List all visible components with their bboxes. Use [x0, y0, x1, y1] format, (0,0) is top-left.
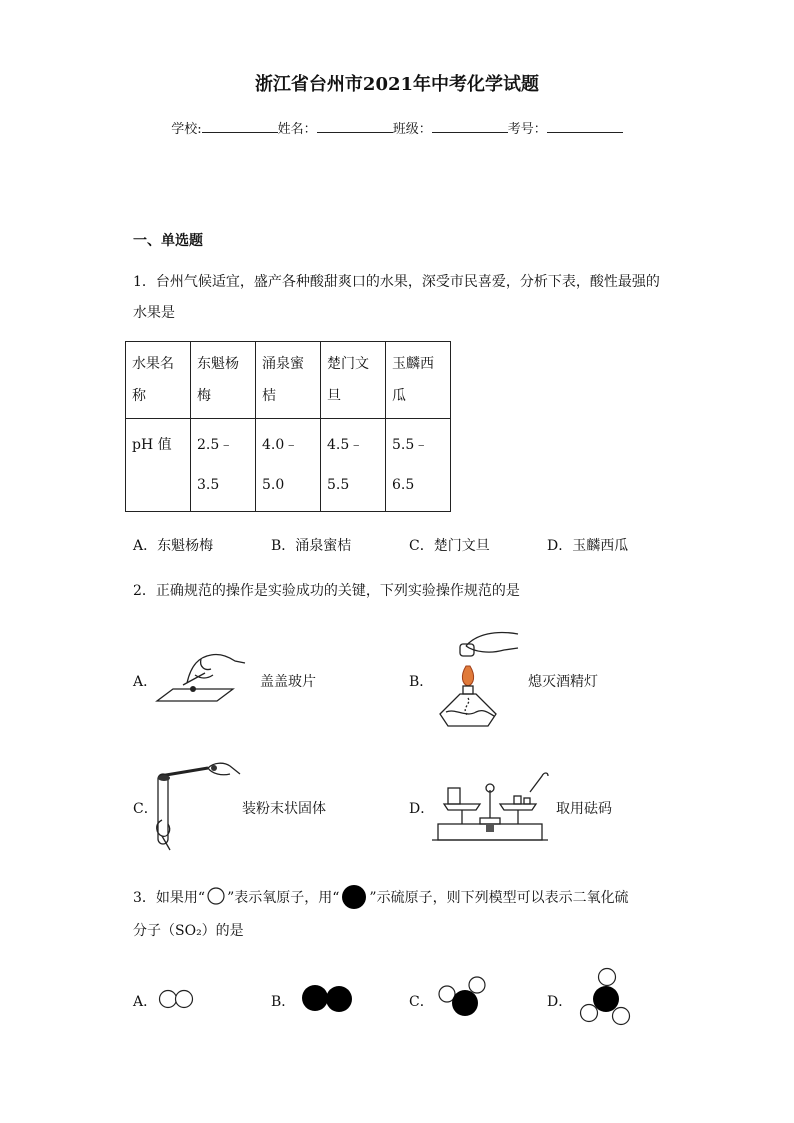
q3-stem-line1: [133, 884, 629, 910]
model-c-so2-bent-icon: [435, 974, 493, 1020]
test-tube-powder-illustration: [152, 760, 242, 852]
table-row: [126, 419, 451, 512]
table-cell: pH 值: [126, 419, 191, 512]
cell-text: 水果名: [132, 356, 174, 372]
cell-text: 东魁杨: [197, 356, 239, 372]
q2-stem: 2．正确规范的操作是实验成功的关键，下列实验操作规范的是: [133, 583, 520, 599]
cell-text: 涌泉蜜: [262, 356, 304, 372]
q1-option-d[interactable]: D．玉麟西瓜: [547, 538, 629, 554]
q1-stem-line2: 水果是: [133, 305, 175, 321]
number-label: 考号：: [507, 122, 547, 137]
sulfur-atom-icon: [339, 884, 369, 910]
q3-option-d-letter[interactable]: D．: [547, 994, 573, 1010]
cell-text: 楚门文: [327, 356, 369, 372]
table-cell: [191, 342, 256, 419]
q2-option-d-caption: 取用砝码: [556, 801, 612, 817]
q2-option-b-caption: 熄灭酒精灯: [528, 674, 598, 690]
cell-text: 玉麟西: [392, 356, 434, 372]
q2-option-b-letter[interactable]: B．: [409, 674, 434, 690]
alcohol-lamp-illustration: [430, 628, 522, 732]
q2-option-a-caption: 盖盖玻片: [260, 674, 316, 690]
number-blank[interactable]: [547, 119, 623, 133]
table-cell: [386, 342, 451, 419]
q3-option-c-letter[interactable]: C．: [409, 994, 434, 1010]
student-info-line: [0, 118, 794, 137]
cell-text: 称: [132, 388, 146, 404]
table-cell: 4.0﹣5.0: [256, 419, 321, 512]
cover-slip-illustration: [155, 645, 247, 707]
q1-option-c[interactable]: C．楚门文旦: [409, 538, 490, 554]
table-cell: 2.5﹣3.5: [191, 419, 256, 512]
q3-stem-part2: ”表示氧原子，用“: [227, 890, 340, 906]
class-blank[interactable]: [432, 119, 508, 133]
q1-option-a[interactable]: A．东魁杨梅: [133, 538, 214, 554]
name-label: 姓名：: [277, 122, 317, 137]
table-cell: [256, 342, 321, 419]
name-blank[interactable]: [317, 119, 393, 133]
table-cell: [321, 342, 386, 419]
q1-stem-line1: 1．台州气候适宜，盛产各种酸甜爽口的水果，深受市民喜爱，分析下表，酸性最强的: [133, 274, 660, 290]
ph-table: [125, 341, 451, 512]
model-d-so3-icon: [577, 966, 633, 1028]
q2-option-a-letter[interactable]: A．: [133, 674, 158, 690]
school-label: 学校:: [171, 122, 202, 137]
q3-stem-line2: 分子（SO₂）的是: [133, 923, 244, 939]
model-a-two-oxygen-icon: [157, 988, 197, 1010]
q2-option-d-letter[interactable]: D．: [409, 801, 435, 817]
balance-scale-illustration: [430, 768, 550, 848]
cell-text: 桔: [262, 388, 276, 404]
q2-option-c-letter[interactable]: C．: [133, 801, 158, 817]
q3-stem-part3: ”示硫原子，则下列模型可以表示二氧化硫: [369, 890, 629, 906]
q1-option-b[interactable]: B．涌泉蜜桔: [271, 538, 352, 554]
q3-option-b-letter[interactable]: B．: [271, 994, 296, 1010]
section-heading: 一、单选题: [133, 233, 203, 249]
table-cell: [126, 342, 191, 419]
model-b-two-sulfur-icon: [298, 982, 358, 1016]
page-title: 浙江省台州市2021年中考化学试题: [254, 74, 540, 95]
class-label: 班级：: [392, 122, 432, 137]
cell-text: 旦: [327, 388, 341, 404]
cell-text: 梅: [197, 388, 211, 404]
table-header-row: [126, 342, 451, 419]
q3-option-a-letter[interactable]: A．: [133, 994, 158, 1010]
oxygen-atom-icon: [205, 887, 227, 905]
school-blank[interactable]: [202, 119, 278, 133]
q2-option-c-caption: 装粉末状固体: [242, 801, 326, 817]
q3-stem-part1: 3．如果用“: [133, 890, 206, 906]
table-cell: 5.5﹣6.5: [386, 419, 451, 512]
cell-text: 瓜: [392, 388, 406, 404]
table-cell: 4.5﹣5.5: [321, 419, 386, 512]
